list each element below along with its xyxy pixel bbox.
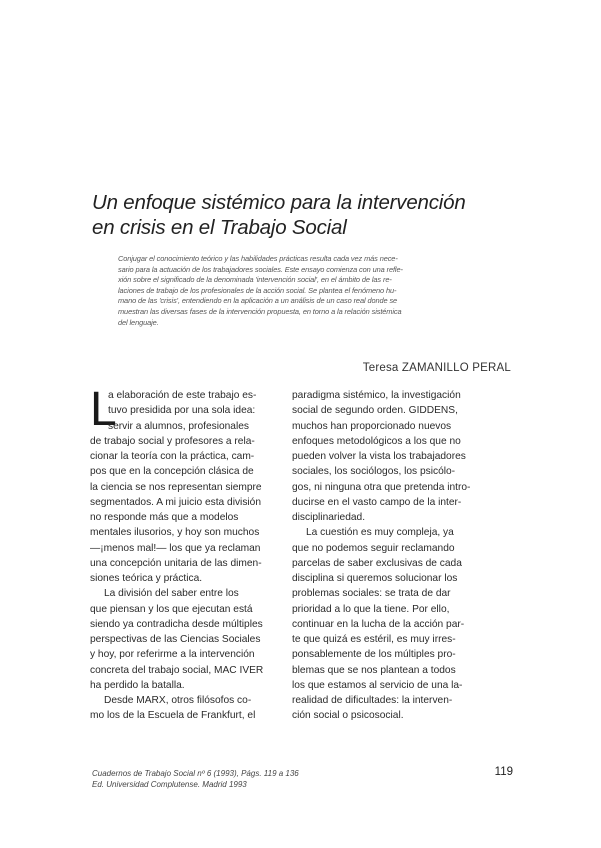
- body-line: te que quizá es estéril, es muy irres-: [292, 634, 456, 645]
- body-line: una concepción unitaria de las dimen-: [90, 557, 262, 569]
- body-line: segmentados. A mi juicio esta división: [90, 496, 262, 508]
- body-line: realidad de dificultades: la interven-: [292, 695, 453, 706]
- body-line: servir a alumnos, profesionales: [108, 420, 249, 432]
- body-line: y hoy, por referirme a la intervención: [90, 649, 255, 661]
- body-line: ha perdido la batalla.: [90, 679, 185, 691]
- abstract-line: del lenguaje.: [118, 317, 159, 327]
- body-line: La división del saber entre los: [104, 588, 239, 600]
- body-line: continuar en la lucha de la acción par-: [292, 618, 465, 630]
- body-line: sociales, los sociólogos, los psicólo-: [292, 466, 456, 478]
- body-column-right: [292, 388, 517, 724]
- page-number: 119: [494, 766, 513, 778]
- body-line: paradigma sistémico, la investigación: [292, 390, 461, 401]
- body-line: prioridad a lo que la tiene. Por ello,: [292, 603, 450, 615]
- body-line: social de segundo orden. GIDDENS,: [292, 405, 458, 417]
- body-line: cionar la teoría con la práctica, cam-: [90, 451, 255, 462]
- body-line: —¡menos mal!— los que ya reclaman: [90, 542, 261, 554]
- abstract-line: xión sobre el significado de la denominada 'intervención social', en el ámbito de las re-: [118, 275, 392, 285]
- body-line: disciplina si queremos solucionar los: [292, 573, 458, 584]
- body-line: ción social o psicosocial.: [292, 710, 404, 722]
- body-line: no responde más que a modelos: [90, 512, 239, 523]
- abstract-line: sario para la actuación de los trabajadores sociales. Este ensayo comienza con una refle-: [118, 264, 403, 274]
- body-line: de trabajo social y profesores a rela-: [90, 435, 255, 447]
- body-line: Desde MARX, otros filósofos co-: [104, 695, 252, 706]
- body-line: siendo ya contradicha desde múltiples: [90, 618, 263, 630]
- body-line: gos, ni ninguna otra que pretenda intro-: [292, 481, 471, 493]
- citation-footer: [92, 769, 299, 790]
- body-line: enfoques metodológicos a los que no: [292, 435, 461, 447]
- abstract-line: laciones de trabajo de los profesionales de la acción social. Se plantea el fenómeno hu-: [118, 285, 397, 295]
- body-line: mo los de la Escuela de Frankfurt, el: [90, 710, 256, 722]
- body-line: La cuestión es muy compleja, ya: [306, 527, 454, 539]
- body-line: disciplinariedad.: [292, 512, 366, 523]
- body-line: muchos han proporcionado nuevos: [292, 420, 452, 432]
- drop-cap: L: [90, 383, 117, 436]
- body-line: pos que en la concepción clásica de: [90, 466, 254, 478]
- citation-line: Cuadernos de Trabajo Social nº 6 (1993), Págs. 119 a 136: [92, 769, 299, 778]
- citation-line: Ed. Universidad Complutense. Madrid 1993: [92, 779, 247, 789]
- body-line: blemas que se nos plantean a todos: [292, 664, 456, 676]
- body-line: los que estamos al servicio de una la-: [292, 679, 463, 691]
- body-line: tuvo presidida por una sola idea:: [108, 405, 256, 417]
- body-line: ducirse en el vasto campo de la inter-: [292, 496, 462, 508]
- article-abstract: [118, 254, 510, 328]
- body-line: parcelas de saber exclusivas de cada: [292, 557, 462, 569]
- author-name: Teresa ZAMANILLO PERAL: [362, 362, 511, 374]
- body-column-left: [90, 383, 315, 724]
- body-line: ponsablemente de los múltiples pro-: [292, 649, 456, 661]
- article-title: [92, 190, 532, 240]
- body-line: perspectivas de las Ciencias Sociales: [90, 634, 261, 645]
- abstract-line: Conjugar el conocimiento teórico y las habilidades prácticas resulta cada vez más nece-: [118, 254, 398, 263]
- body-line: la ciencia se nos representan siempre: [90, 481, 262, 493]
- body-line: que no podemos seguir reclamando: [292, 542, 455, 554]
- body-line: mentales ilusorios, y hoy son muchos: [90, 527, 260, 539]
- body-line: concreta del trabajo social, MAC IVER: [90, 664, 264, 676]
- abstract-line: mano de las 'crisis', entendiendo en la aplicación a un análisis de un caso real donde se: [118, 296, 398, 306]
- body-line: problemas sociales: se trata de dar: [292, 588, 451, 600]
- title-line: Un enfoque sistémico para la intervención: [92, 191, 466, 214]
- body-line: pueden volver la vista los trabajadores: [292, 451, 466, 462]
- body-line: siones teórica y práctica.: [90, 573, 203, 584]
- body-line: a elaboración de este trabajo es-: [108, 390, 257, 401]
- abstract-line: muestran las diversas fases de la intervención propuesta, en torno a la relación sistémica: [118, 306, 402, 316]
- body-line: que piensan y los que ejecutan está: [90, 603, 253, 615]
- title-line: en crisis en el Trabajo Social: [92, 216, 347, 239]
